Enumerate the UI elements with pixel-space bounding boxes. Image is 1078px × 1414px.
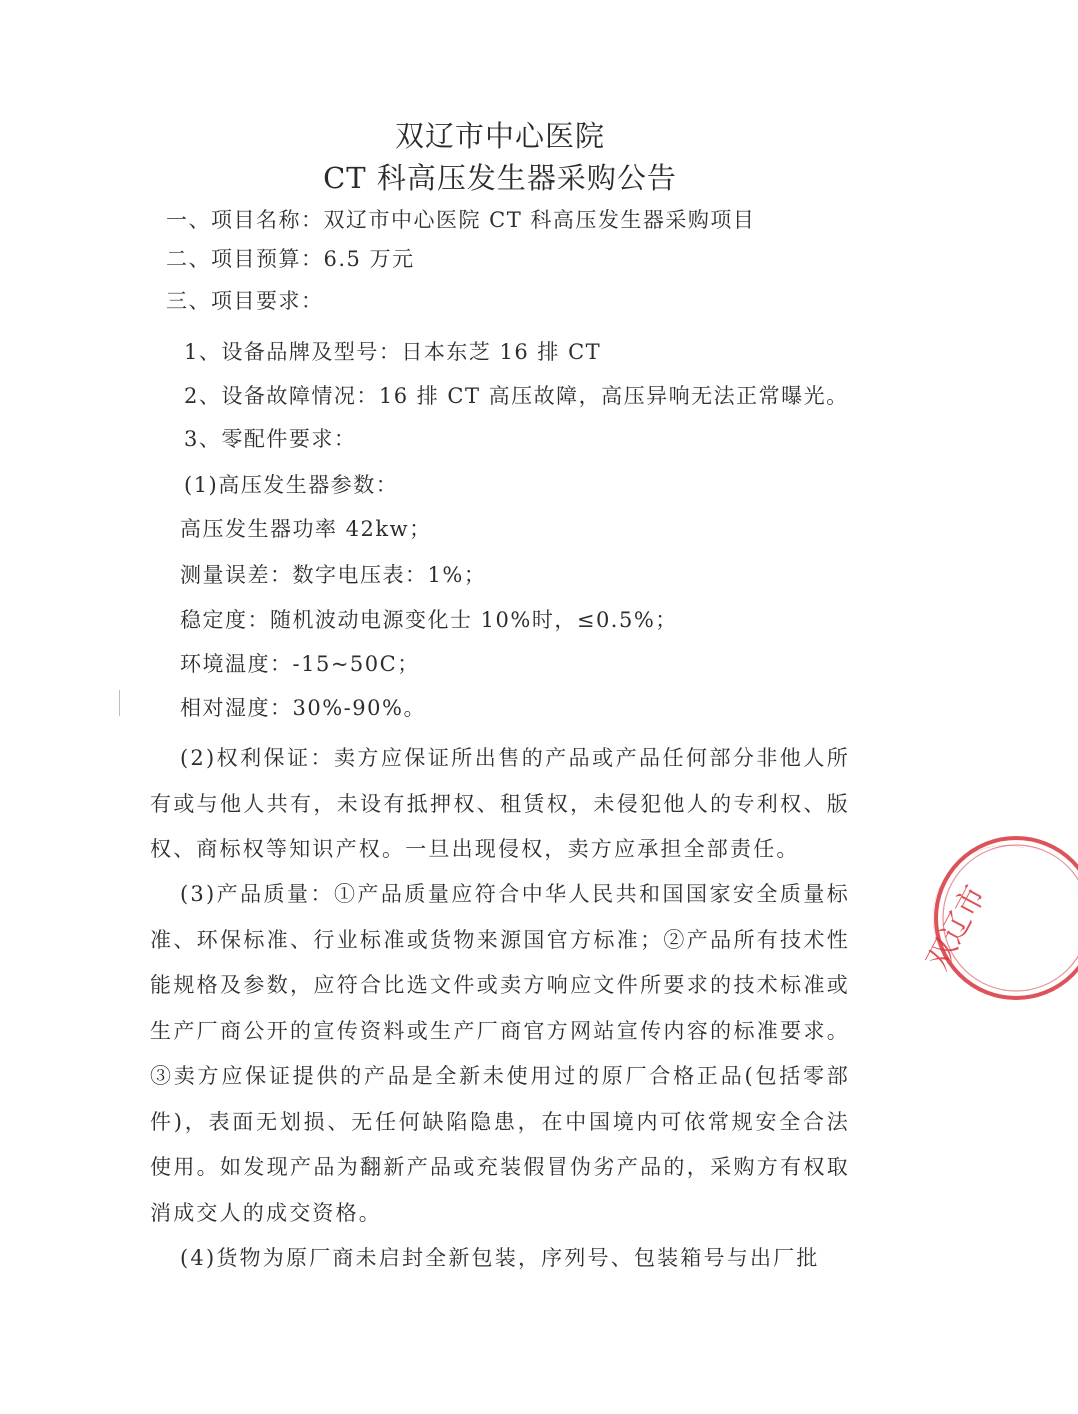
- section-requirements-heading: 三、项目要求：: [166, 289, 324, 313]
- section-budget: 二、项目预算：6.5 万元: [166, 247, 415, 271]
- document-title-hospital: 双辽市中心医院: [394, 119, 605, 153]
- parameter-error: 测量误差：数字电压表：1%；: [180, 563, 487, 587]
- parameter-power: 高压发生器功率 42kw；: [180, 517, 432, 541]
- parameter-stability: 稳定度：随机波动电源变化士 10%时，≤0.5%；: [180, 608, 678, 632]
- paragraph-packaging: (4)货物为原厂商未启封全新包装，序列号、包装箱号与出厂批: [180, 1246, 820, 1270]
- parameter-humidity: 相对湿度：30%-90%。: [180, 696, 426, 720]
- parameter-temperature: 环境温度：-15~50C；: [180, 652, 420, 676]
- parameters-heading: (1)高压发生器参数：: [184, 473, 399, 497]
- official-seal-stamp: [920, 832, 1078, 1002]
- margin-mark: [119, 690, 120, 716]
- requirement-parts: 3、零配件要求：: [184, 427, 357, 451]
- paragraph-rights-guarantee: (2)权利保证：卖方应保证所出售的产品或产品任何部分非他人所有或与他人共有，未设有抵押权、租赁权，未侵犯他人的专利权、版权、商标权等知识产权。一旦出现侵权，卖方应承担全部责任。: [150, 746, 850, 861]
- seal-text: 双辽市: [920, 879, 994, 976]
- seal-graphic: [920, 832, 1078, 1002]
- paragraph-product-quality: (3)产品质量：①产品质量应符合中华人民共和国国家安全质量标准、环保标准、行业标准或货物来源国官方标准；②产品所有技术性能规格及参数，应符合比选文件或卖方响应文件所要求的技术标准或生产厂商公开的宣传资料或生产厂商官方网站宣传内容的标准要求。③卖方应保证提供的产品是全新未使用过的原厂合格正品(包括零部件)，表面无划损、无任何缺陷隐患，在中国境内可依常规安全合法使用。如发现产品为翻新产品或充装假冒伪劣产品的，采购方有权取消成交人的成交资格。: [150, 882, 850, 1225]
- document-title-announcement: CT 科高压发生器采购公告: [323, 161, 677, 195]
- requirement-brand: 1、设备品牌及型号：日本东芝 16 排 CT: [184, 340, 602, 364]
- requirement-fault: 2、设备故障情况：16 排 CT 高压故障，高压异响无法正常曝光。: [184, 384, 849, 408]
- section-project-name: 一、项目名称：双辽市中心医院 CT 科高压发生器采购项目: [166, 208, 756, 232]
